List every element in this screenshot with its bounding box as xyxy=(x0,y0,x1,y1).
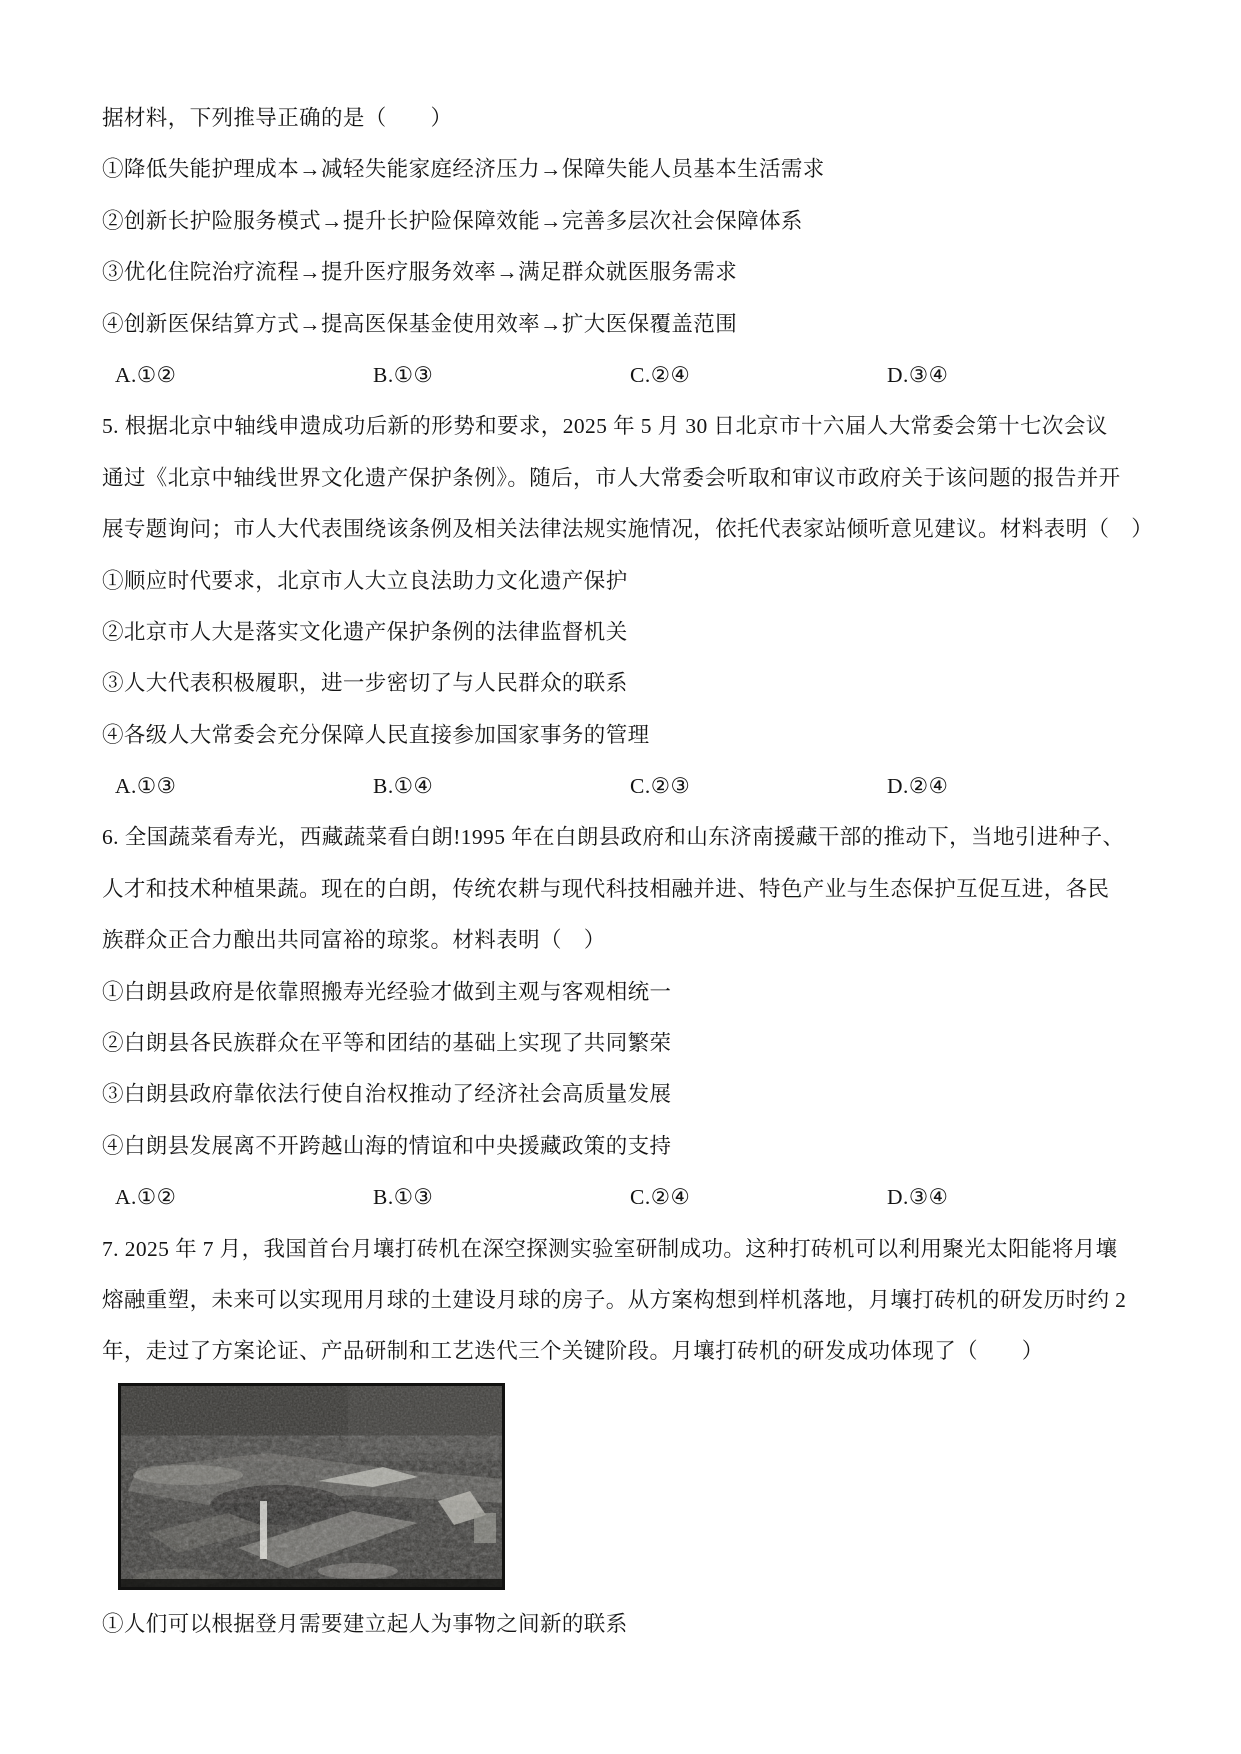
q6-stem-line-2: 人才和技术种植果蔬。现在的白朗，传统农耕与现代科技相融并进、特色产业与生态保护互促互进，各民 xyxy=(102,876,1110,901)
q5-stem-line-3: 展专题询问；市人大代表围绕该条例及相关法律法规实施情况，依托代表家站倾听意见建议。材料表明（ ） xyxy=(102,517,1154,542)
q4-option-d: D.③④ xyxy=(887,362,949,387)
q7-stem-line-3: 年，走过了方案论证、产品研制和工艺迭代三个关键阶段。月壤打砖机的研发成功体现了（ ） xyxy=(102,1339,1044,1364)
lunar-photo-svg xyxy=(118,1383,505,1590)
q4-option-a: A.①② xyxy=(115,362,177,387)
q6-choice-3: ③白朗县政府靠依法行使自治权推动了经济社会高质量发展 xyxy=(102,1082,672,1107)
q6-choice-1: ①白朗县政府是依靠照搬寿光经验才做到主观与客观相统一 xyxy=(102,979,672,1004)
q7-stem-line-2: 熔融重塑，未来可以实现用月球的土建设月球的房子。从方案构想到样机落地，月壤打砖机的研发历时约 2 xyxy=(102,1287,1127,1312)
question-6 xyxy=(102,812,1145,1223)
q4-choice-4: ④创新医保结算方式→提高医保基金使用效率→扩大医保覆盖范围 xyxy=(102,311,738,336)
q7-choice-1: ①人们可以根据登月需要建立起人为事物之间新的联系 xyxy=(102,1611,628,1636)
q6-option-a: A.①② xyxy=(115,1185,177,1210)
question-5 xyxy=(102,401,1154,812)
q5-option-c: C.②③ xyxy=(630,774,691,799)
q4-option-b: B.①③ xyxy=(373,362,434,387)
q5-option-b: B.①④ xyxy=(373,774,434,799)
q5-option-a: A.①③ xyxy=(115,774,177,799)
q6-options-row xyxy=(102,1172,1145,1223)
q4-choice-2: ②创新长护险服务模式→提升长护险保障效能→完善多层次社会保障体系 xyxy=(102,208,803,233)
q4-choice-1: ①降低失能护理成本→减轻失能家庭经济压力→保障失能人员基本生活需求 xyxy=(102,157,825,182)
q6-option-b: B.①③ xyxy=(373,1185,434,1210)
q5-choice-3: ③人大代表积极履职，进一步密切了与人民群众的联系 xyxy=(102,671,628,696)
q4-options-row xyxy=(102,350,1145,401)
question-4-partial xyxy=(102,93,1145,401)
question-7 xyxy=(102,1224,1145,1651)
lunar-soil-brick-machine-photo xyxy=(118,1383,505,1590)
q6-choice-2: ②白朗县各民族群众在平等和团结的基础上实现了共同繁荣 xyxy=(102,1031,672,1056)
q5-choice-4: ④各级人大常委会充分保障人民直接参加国家事务的管理 xyxy=(102,722,650,747)
q5-option-d: D.②④ xyxy=(887,774,949,799)
q6-option-d: D.③④ xyxy=(887,1185,949,1210)
q6-choice-4: ④白朗县发展离不开跨越山海的情谊和中央援藏政策的支持 xyxy=(102,1133,672,1158)
q7-stem-line-1: 7. 2025 年 7 月，我国首台月壤打砖机在深空探测实验室研制成功。这种打砖机可以利用聚光太阳能将月壤 xyxy=(102,1236,1118,1261)
q4-stem-tail: 据材料，下列推导正确的是（ ） xyxy=(102,106,453,130)
q6-stem-line-1: 6. 全国蔬菜看寿光，西藏蔬菜看白朗!1995 年在白朗县政府和山东济南援藏干部的推动下，当地引进种子、 xyxy=(102,825,1125,850)
q5-stem-line-2: 通过《北京中轴线世界文化遗产保护条例》。随后，市人大常委会听取和审议市政府关于该问题的报告并开 xyxy=(102,465,1121,490)
q6-option-c: C.②④ xyxy=(630,1185,691,1210)
q5-options-row xyxy=(102,761,1145,812)
q4-option-c: C.②④ xyxy=(630,362,691,387)
q5-stem-line-1: 5. 根据北京中轴线申遗成功后新的形势和要求，2025 年 5 月 30 日北京市十六届人大常委会第十七次会议 xyxy=(102,414,1108,439)
q5-choice-2: ②北京市人大是落实文化遗产保护条例的法律监督机关 xyxy=(102,619,628,644)
q6-stem-line-3: 族群众正合力酿出共同富裕的琼浆。材料表明（ ） xyxy=(102,928,606,953)
q4-choice-3: ③优化住院治疗流程→提升医疗服务效率→满足群众就医服务需求 xyxy=(102,260,738,285)
q5-choice-1: ①顺应时代要求，北京市人大立良法助力文化遗产保护 xyxy=(102,568,628,593)
